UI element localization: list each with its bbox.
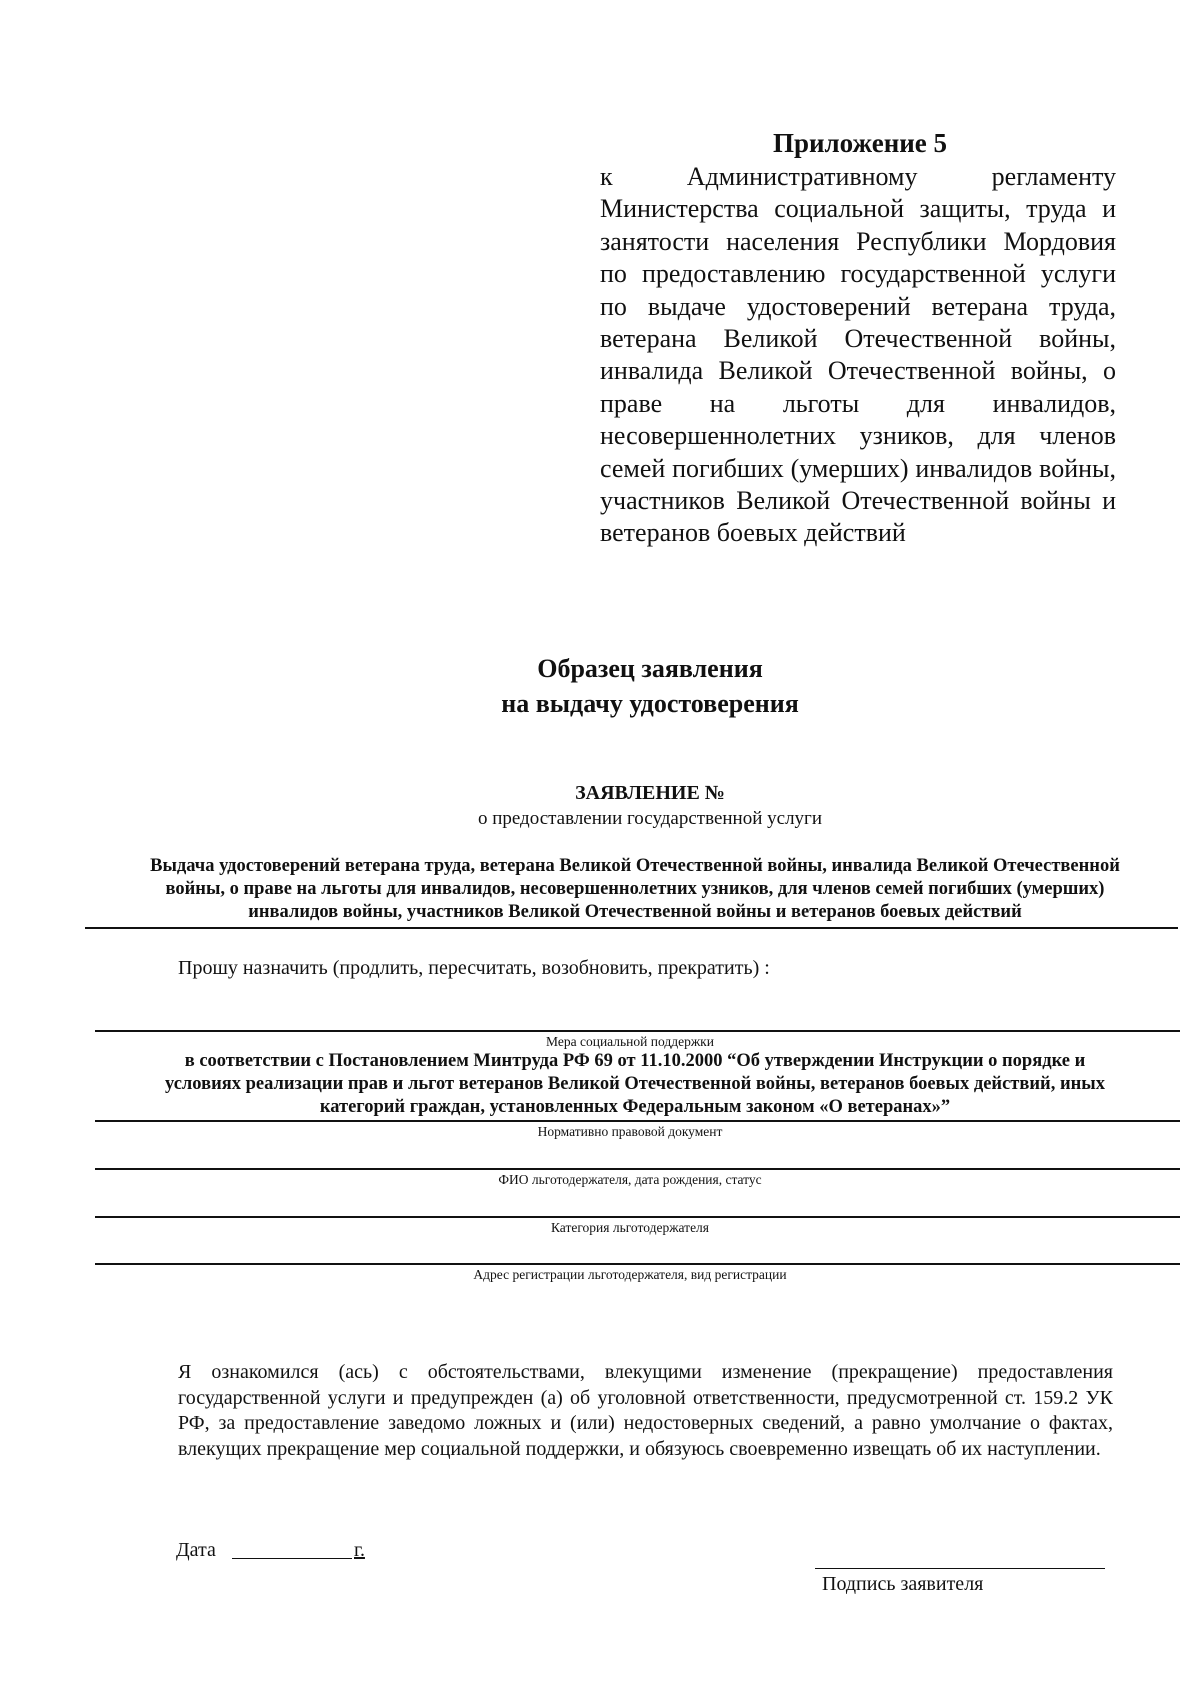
signature-field-line[interactable] (815, 1568, 1105, 1569)
fio-caption: ФИО льготодержателя, дата рождения, статус (498, 1172, 762, 1187)
measure-caption: Мера социальной поддержки (546, 1034, 714, 1049)
service-name (95, 855, 1175, 924)
category-caption: Категория льготодержателя (550, 1220, 710, 1235)
measure-field-line[interactable] (95, 1030, 1180, 1032)
address-caption: Адрес регистрации льготодержателя, вид регистрации (473, 1267, 787, 1282)
signature-label: Подпись заявителя (822, 1573, 984, 1595)
category-field-line[interactable] (95, 1216, 1180, 1218)
fio-field-line[interactable] (95, 1168, 1180, 1170)
year-suffix: г. (354, 1539, 365, 1561)
application-title: ЗАЯВЛЕНИЕ № (575, 782, 725, 804)
address-field-line[interactable] (95, 1263, 1180, 1265)
service-name-line-3: инвалидов войны, участников Великой Отечественной войны и ветеранов боевых действий (248, 902, 1022, 922)
sample-heading-line-2: на выдачу удостоверения (501, 689, 799, 718)
regulation-line-1: в соответствии с Постановлением Минтруда РФ 69 от 11.10.2000 “Об утверждении Инструкции о порядке и (184, 1051, 1086, 1071)
service-name-line-2: войны, о праве на льготы для инвалидов, несовершеннолетних узников, для членов семей погибших (умерших) (165, 879, 1105, 899)
regulation-text (95, 1050, 1175, 1119)
regulation-line-2: условиях реализации прав и льгот ветеранов Великой Отечественной войны, ветеранов боевых действий, иных (165, 1074, 1105, 1094)
regulation-line-3: категорий граждан, установленных Федеральным законом «О ветеранах»” (319, 1097, 951, 1117)
normative-field-line (95, 1120, 1180, 1122)
sample-heading-line-1: Образец заявления (537, 654, 763, 683)
appendix-text: к Административному регламенту Министерства социальной защиты, труда и занятости населения Республики Мордовия по предоставлению государственной услуги по выдаче удостоверений ветерана труда, ветерана Великой Отечественной войны, инвалида Великой Отечественной войны, о праве на льготы для инвалидов, несовершеннолетних узников, для членов семей погибших (умерших) инвалидов войны, участников Великой Отечественной войны и ветеранов боевых действий (600, 162, 1116, 548)
service-name-line-1: Выдача удостоверений ветерана труда, ветерана Великой Отечественной войны, инвалида Великой Отечественной (150, 856, 1120, 876)
normative-caption: Нормативно правовой документ (537, 1124, 723, 1139)
sample-heading (0, 651, 1200, 721)
date-field-line[interactable] (232, 1558, 352, 1559)
appendix-title: Приложение 5 (772, 128, 948, 158)
date-label: Дата (176, 1539, 216, 1561)
request-line: Прошу назначить (продлить, пересчитать, возобновить, прекратить) : (178, 957, 770, 979)
declaration-paragraph: Я ознакомился (ась) с обстоятельствами, влекущими изменение (прекращение) предоставления государственной услуги и предупрежден (а) об уголовной ответственности, предусмотренной ст. 159.2 УК РФ, за предоставление заведомо ложных и (или) недостоверных сведений, а равно умолчание о фактах, влекущих прекращение мер социальной поддержки, и обязуюсь своевременно извещать об их наступлении. (178, 1361, 1113, 1460)
application-subtitle: о предоставлении государственной услуги (477, 808, 823, 829)
service-name-underline (85, 927, 1178, 929)
